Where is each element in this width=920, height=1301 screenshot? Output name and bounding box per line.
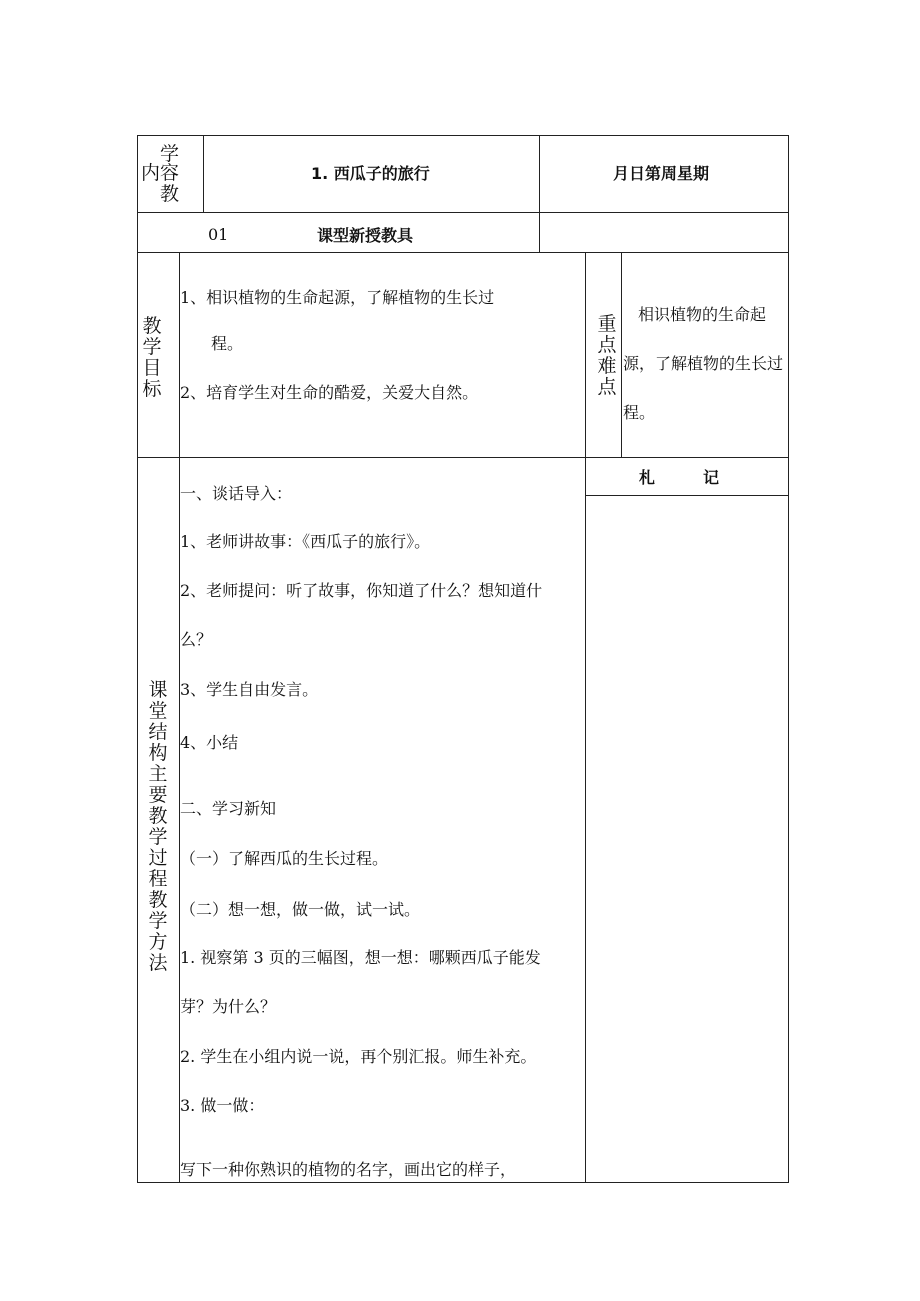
process-line-6: 4、小结 <box>180 733 239 752</box>
header-label-line-1: 学 <box>160 143 180 165</box>
keypoints-label: 重点难点 <box>597 313 617 398</box>
lesson-date: 月日第周星期 <box>613 164 710 183</box>
lesson-title: 1. 西瓜子的旅行 <box>311 164 430 183</box>
process-line-2: 1、老师讲故事：《西瓜子的旅行》。 <box>180 532 431 551</box>
notes-header-divider <box>585 495 789 496</box>
process-line-1: 一、谈话导入： <box>180 484 293 503</box>
table-border-left <box>137 135 138 1183</box>
process-line-3: 2、老师提问：听了故事，你知道了什么？想知道什 <box>180 581 543 600</box>
row-divider-2 <box>137 252 789 253</box>
row-divider-3 <box>137 457 789 458</box>
table-border-bottom <box>137 1182 789 1183</box>
process-line-9: （二）想一想，做一做，试一试。 <box>180 900 421 919</box>
process-line-11: 芽？为什么？ <box>180 997 277 1016</box>
lesson-type-line: 课型新授教具 <box>317 226 414 245</box>
objective-line-1: 1、相识植物的生命起源，了解植物的生长过 <box>180 288 495 307</box>
header-col-divider-2 <box>539 135 540 253</box>
process-line-7: 二、学习新知 <box>180 799 277 818</box>
process-line-13: 3. 做一做： <box>180 1096 265 1115</box>
process-line-12: 2. 学生在小组内说一说，再个别汇报。师生补充。 <box>180 1047 537 1066</box>
objectives-label: 教学目标 <box>142 315 162 400</box>
process-line-14: 写下一种你熟识的植物的名字，画出它的样子， <box>180 1160 517 1179</box>
process-line-8: （一）了解西瓜的生长过程。 <box>180 849 389 868</box>
row-divider-1 <box>137 212 789 213</box>
keypoints-line-2: 源，了解植物的生长过 <box>623 354 784 373</box>
keypoints-line-1: 相识植物的生命起 <box>638 305 767 324</box>
keypoints-col-divider <box>621 252 622 457</box>
header-label-line-2: 内容 <box>141 162 180 184</box>
process-label: 课堂结构主要教学过程教学方法 <box>148 679 168 974</box>
table-border-top <box>137 135 789 136</box>
process-line-5: 3、学生自由发言。 <box>180 680 319 699</box>
process-line-4: 么？ <box>180 630 213 649</box>
body-col-divider-right <box>585 252 586 1182</box>
header-label-line-3: 教 <box>160 183 180 205</box>
keypoints-line-3: 程。 <box>623 403 656 422</box>
notes-header: 札 记 <box>639 468 720 487</box>
table-border-right <box>788 135 789 1183</box>
lesson-hours: 01 <box>208 225 229 244</box>
header-col-divider-1 <box>203 135 204 212</box>
objective-line-1-cont: 程。 <box>211 334 244 353</box>
process-line-10: 1. 视察第 3 页的三幅图，想一想：哪颗西瓜子能发 <box>180 948 541 967</box>
objective-line-2: 2、培育学生对生命的酷爱，关爱大自然。 <box>180 383 479 402</box>
